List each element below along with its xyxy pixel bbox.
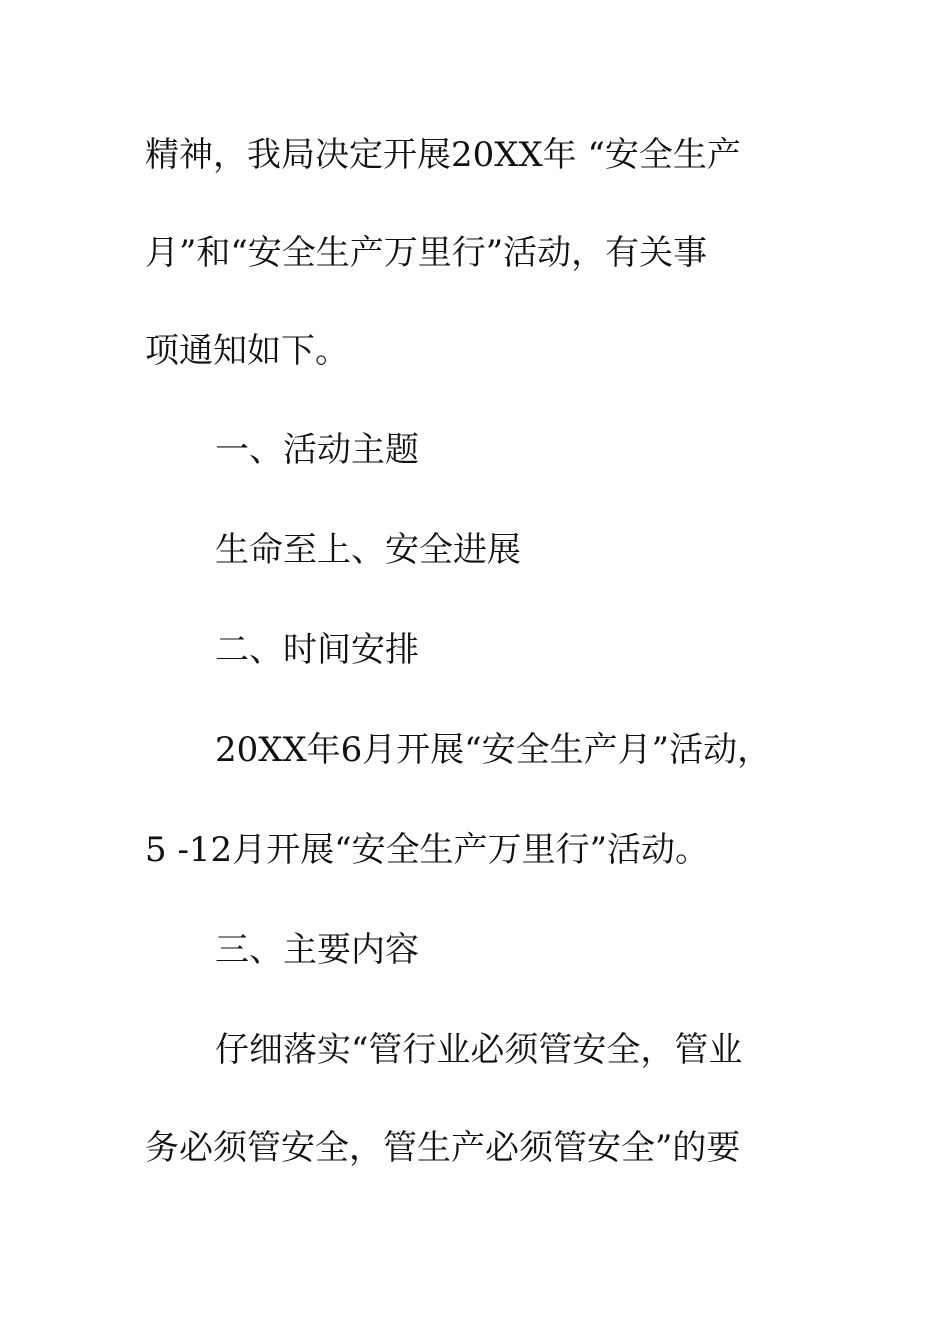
section-heading-1: 一、活动主题: [215, 430, 419, 470]
body-text-line: 月”和“安全生产万里行”活动，有关事: [145, 233, 708, 273]
body-text-line: 务必须管安全，管生产必须管安全”的要: [145, 1128, 741, 1168]
body-text-line: 生命至上、安全进展: [215, 530, 521, 570]
body-text-line: 精神，我局决定开展20XX年 “安全生产: [145, 135, 741, 175]
body-text-line: 仔细落实“管行业必须管安全，管业: [215, 1030, 743, 1070]
section-heading-2: 二、时间安排: [215, 630, 419, 670]
section-heading-3: 三、主要内容: [215, 930, 419, 970]
body-text-line: 5 -12月开展“安全生产万里行”活动。: [145, 830, 709, 870]
body-text-line: 项通知如下。: [145, 331, 349, 371]
body-text-line: 20XX年6月开展“安全生产月”活动，: [215, 730, 772, 770]
